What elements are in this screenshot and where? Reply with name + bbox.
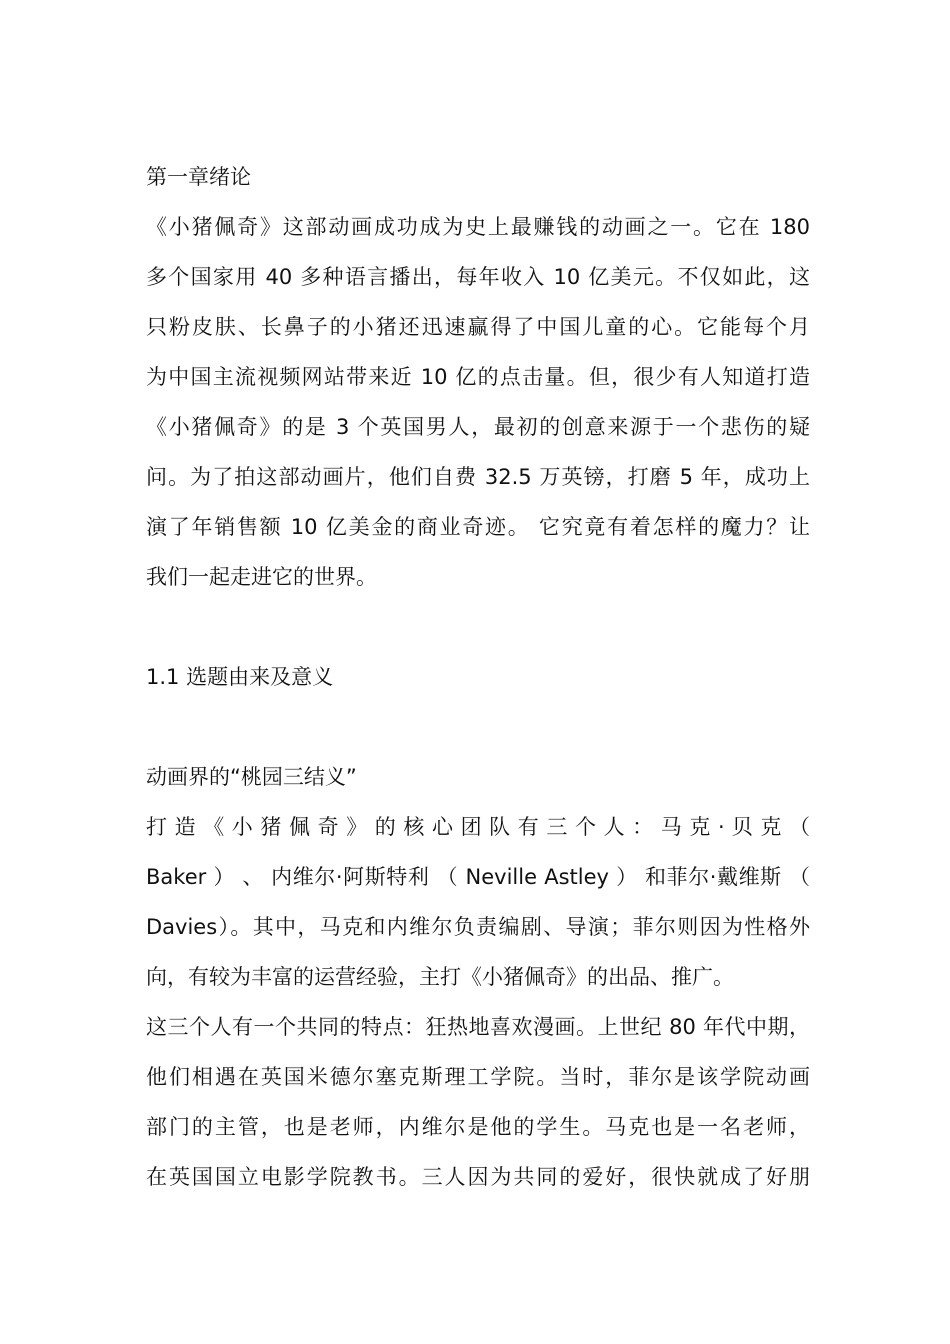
intro-line: 问。为了拍这部动画片，他们自费 32.5 万英镑，打磨 5 年，成功上	[146, 465, 810, 489]
intro-line: 为中国主流视频网站带来近 10 亿的点击量。但，很少有人知道打造	[146, 365, 810, 389]
friends-line: 部门的主管，也是老师，内维尔是他的学生。马克也是一名老师，	[146, 1115, 810, 1139]
friends-line: 在英国国立电影学院教书。三人因为共同的爱好，很快就成了好朋	[146, 1165, 810, 1189]
friends-line: 这三个人有一个共同的特点：狂热地喜欢漫画。上世纪 80 年代中期，	[146, 1015, 810, 1039]
team-line: 打 造 《 小 猪 佩 奇 》 的 核 心 团 队 有 三 个 人 ： 马 克 · 贝 克 （	[146, 815, 810, 839]
intro-line: 多个国家用 40 多种语言播出，每年收入 10 亿美元。不仅如此，这	[146, 265, 810, 289]
team-line: Baker ） 、 内维尔·阿斯特利 （ Neville Astley ） 和菲尔·戴维斯 （	[146, 865, 810, 889]
intro-line: 只粉皮肤、长鼻子的小猪还迅速赢得了中国儿童的心。它能每个月	[146, 315, 810, 339]
intro-line: 《小猪佩奇》的是 3 个英国男人，最初的创意来源于一个悲伤的疑	[146, 415, 810, 439]
team-line: Davies）。其中，马克和内维尔负责编剧、导演；菲尔则因为性格外	[146, 915, 810, 939]
team-line: 向，有较为丰富的运营经验，主打《小猪佩奇》的出品、推广。	[146, 965, 734, 989]
chapter-title: 第一章绪论	[146, 165, 251, 189]
intro-line: 《小猪佩奇》这部动画成功成为史上最赚钱的动画之一。它在 180	[146, 215, 810, 239]
paragraph-spacer	[146, 602, 810, 652]
intro-line: 演了年销售额 10 亿美金的商业奇迹。 它究竟有着怎样的魔力？让	[146, 515, 810, 539]
friends-line: 他们相遇在英国米德尔塞克斯理工学院。当时，菲尔是该学院动画	[146, 1065, 810, 1089]
paragraph-spacer	[146, 702, 810, 752]
document-body	[146, 152, 810, 1202]
intro-line: 我们一起走进它的世界。	[146, 565, 377, 589]
section-heading: 1.1 选题由来及意义	[146, 665, 334, 689]
subsection-heading: 动画界的“桃园三结义”	[146, 765, 357, 789]
